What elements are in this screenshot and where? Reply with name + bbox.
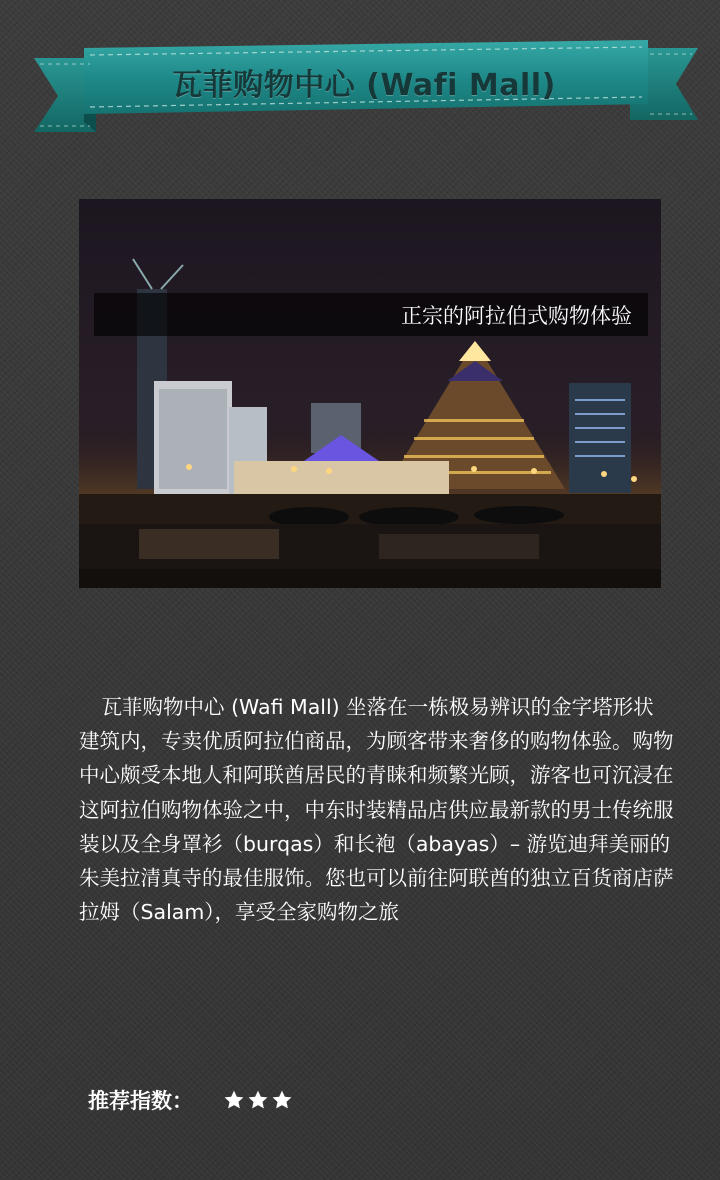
description-text: 瓦菲购物中心 (Wafi Mall) 坐落在一栋极易辨识的金字塔形状建筑内，专卖优质阿拉伯商品，为顾客带来奢侈的购物体验。购物中心颇受本地人和阿联酋居民的青睐和频繁光顾，游客也可沉浸在这阿拉伯购物体验之中，中东时装精品店供应最新款的男士传统服装以及全身罩衫（burqas）和长袍（abayas）– 游览迪拜美丽的朱美拉清真寺的最佳服饰。您也可以前往阿联酋的独立百货商店萨拉姆（Salam），享受全家购物之旅	[79, 695, 674, 925]
star-icon	[247, 1089, 269, 1111]
title-ribbon	[0, 0, 720, 150]
skyline-illustration	[79, 199, 661, 588]
night-skyline-photo	[79, 199, 661, 588]
photo-caption: 正宗的阿拉伯式购物体验	[94, 293, 648, 336]
rating-label: 推荐指数：	[88, 1089, 193, 1113]
star-icon	[223, 1089, 245, 1111]
page-title: 瓦菲购物中心 (Wafi Mall)	[172, 68, 556, 103]
recommendation-rating	[88, 1080, 293, 1120]
star-rating	[223, 1089, 293, 1111]
star-icon	[271, 1089, 293, 1111]
